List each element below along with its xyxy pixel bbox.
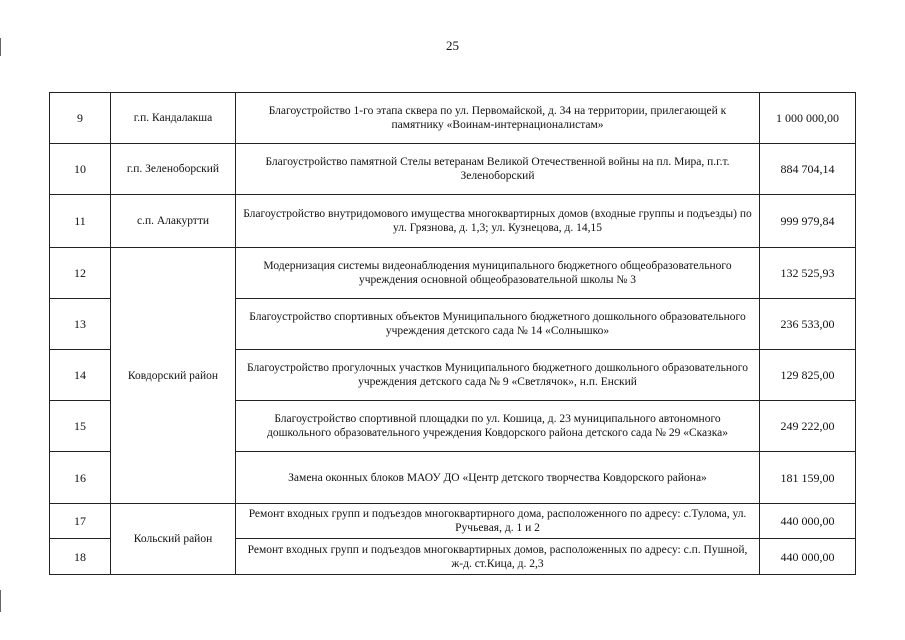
row-number: 16 — [50, 452, 111, 504]
amount-cell: 181 159,00 — [760, 452, 856, 504]
amount-cell: 129 825,00 — [760, 350, 856, 401]
description-cell: Благоустройство спортивных объектов Муниципального бюджетного дошкольного образовательного учреждения детского сада № 14 «Солнышко» — [236, 299, 760, 350]
description-cell: Замена оконных блоков МАОУ ДО «Центр детского творчества Ковдорского района» — [236, 452, 760, 504]
description-cell: Благоустройство спортивной площадки по ул. Кошица, д. 23 муниципального автономного дошкольного образовательного учреждения Ковдорского района детского сада № 29 «Сказка» — [236, 401, 760, 452]
table-row — [50, 504, 856, 539]
left-edge-mark — [0, 38, 1, 56]
amount-cell: 1 000 000,00 — [760, 93, 856, 144]
row-number: 11 — [50, 195, 111, 248]
description-cell: Благоустройство внутридомового имущества многоквартирных домов (входные группы и подъезды) по ул. Грязнова, д. 1,3; ул. Кузнецова, д. 14,15 — [236, 195, 760, 248]
municipality-cell: г.п. Кандалакша — [111, 93, 236, 144]
row-number: 9 — [50, 93, 111, 144]
row-number: 14 — [50, 350, 111, 401]
municipality-cell: с.п. Алакуртти — [111, 195, 236, 248]
left-edge-mark — [0, 590, 1, 612]
description-cell: Благоустройство памятной Стелы ветеранам Великой Отечественной войны на пл. Мира, п.г.т. Зеленоборский — [236, 144, 760, 195]
amount-cell: 999 979,84 — [760, 195, 856, 248]
table-row — [50, 248, 856, 299]
row-number: 10 — [50, 144, 111, 195]
table-row — [50, 195, 856, 248]
table-row — [50, 93, 856, 144]
amount-cell: 132 525,93 — [760, 248, 856, 299]
amount-cell: 440 000,00 — [760, 539, 856, 575]
row-number: 15 — [50, 401, 111, 452]
municipality-cell: Кольский район — [111, 504, 236, 575]
row-number: 13 — [50, 299, 111, 350]
table-row — [50, 144, 856, 195]
amount-cell: 440 000,00 — [760, 504, 856, 539]
row-number: 17 — [50, 504, 111, 539]
municipality-cell: Ковдорский район — [111, 248, 236, 504]
description-cell: Ремонт входных групп и подъездов многоквартирного дома, расположенного по адресу: с.Тулома, ул. Ручьевая, д. 1 и 2 — [236, 504, 760, 539]
municipality-cell: г.п. Зеленоборский — [111, 144, 236, 195]
amount-cell: 249 222,00 — [760, 401, 856, 452]
description-cell: Модернизация системы видеонаблюдения муниципального бюджетного общеобразовательного учреждения основной общеобразовательной школы № 3 — [236, 248, 760, 299]
row-number: 18 — [50, 539, 111, 575]
amount-cell: 236 533,00 — [760, 299, 856, 350]
row-number: 12 — [50, 248, 111, 299]
page-number: 25 — [446, 38, 459, 53]
funding-table — [49, 92, 856, 575]
description-cell: Благоустройство 1-го этапа сквера по ул. Первомайской, д. 34 на территории, прилегающей к памятнику «Воинам-интернационалистам» — [236, 93, 760, 144]
description-cell: Благоустройство прогулочных участков Муниципального бюджетного дошкольного образовательного учреждения детского сада № 9 «Светлячок», н.п. Енский — [236, 350, 760, 401]
description-cell: Ремонт входных групп и подъездов многоквартирных домов, расположенных по адресу: с.п. Пушной, ж-д. ст.Кица, д. 2,3 — [236, 539, 760, 575]
amount-cell: 884 704,14 — [760, 144, 856, 195]
